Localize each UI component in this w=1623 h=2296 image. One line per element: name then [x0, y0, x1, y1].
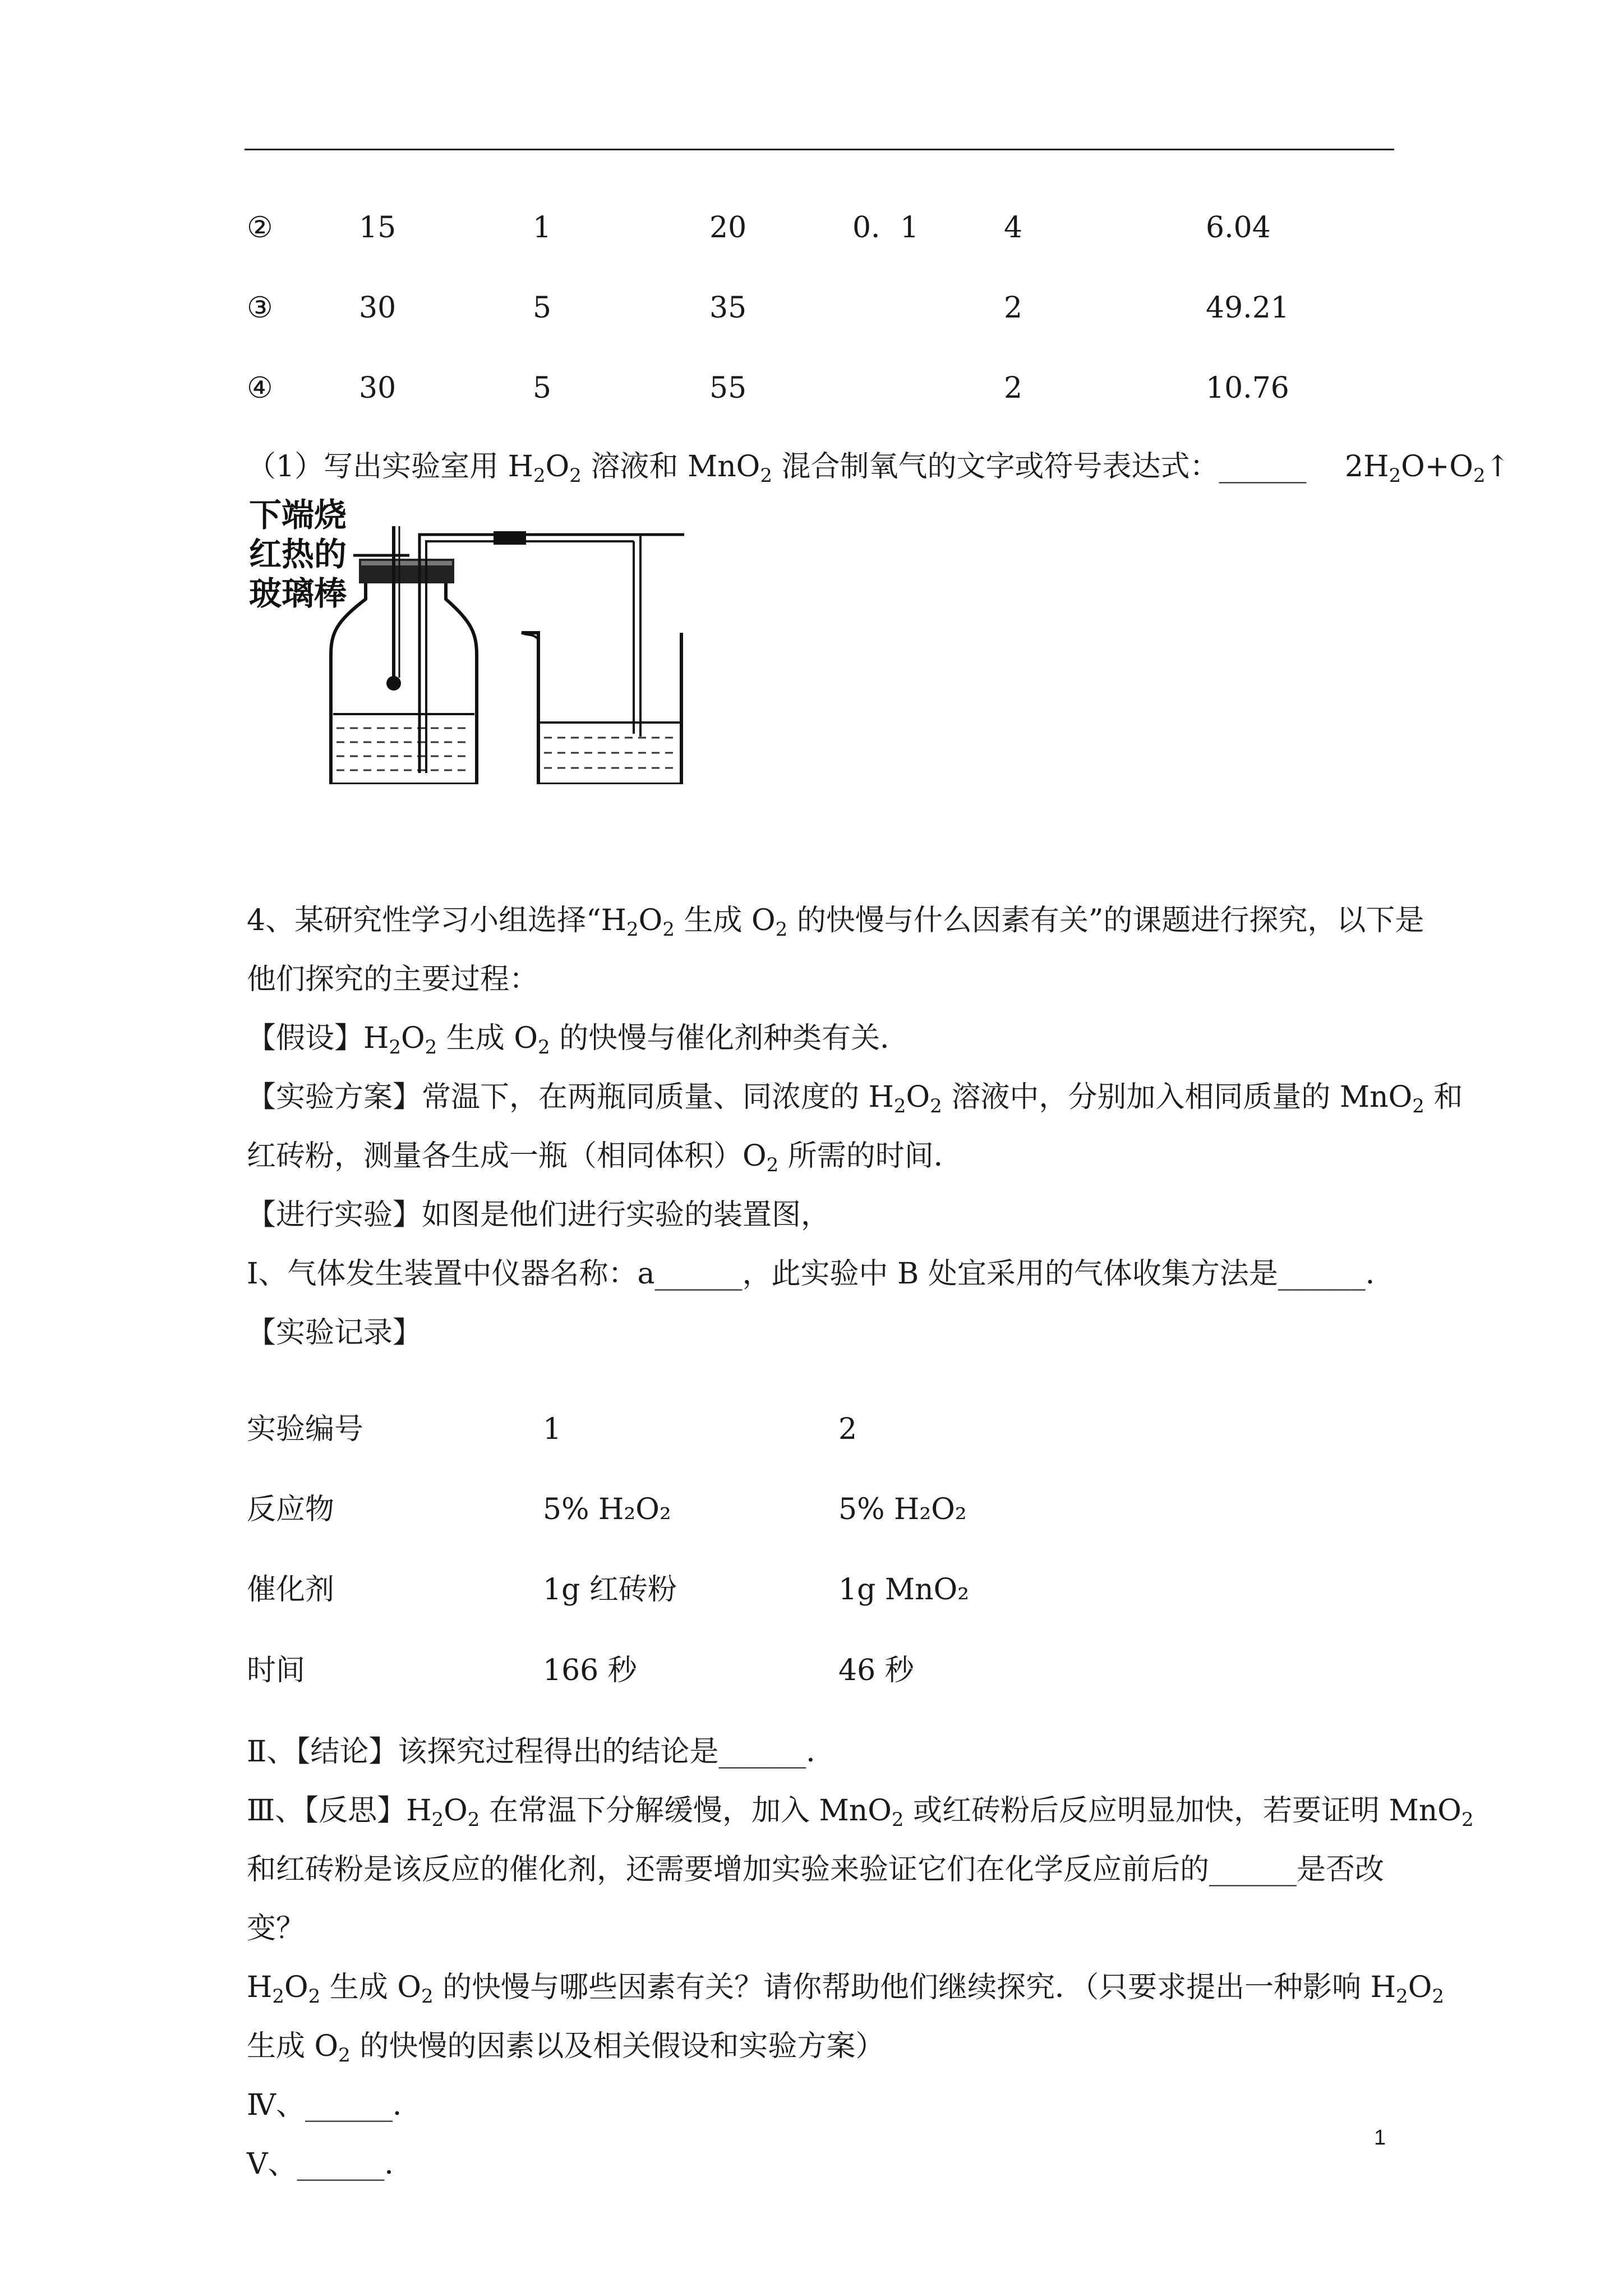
- header-rule: [245, 149, 1394, 150]
- figure-label-line1: 下端烧: [249, 496, 347, 534]
- cell: 5: [533, 371, 552, 405]
- part-5: Ⅴ、______．: [247, 2147, 414, 2181]
- cell: 1: [533, 211, 552, 245]
- cell: 49.21: [1206, 291, 1289, 325]
- figure-label-line3: 玻璃棒: [249, 574, 347, 613]
- cell: 10.76: [1206, 371, 1289, 405]
- page-number: 1: [1374, 2126, 1386, 2150]
- cell: 15: [359, 211, 396, 245]
- apparatus-figure: [247, 493, 684, 784]
- cell: 5% H₂O₂: [543, 1493, 671, 1526]
- collection-bottle: [331, 583, 477, 784]
- row-number: ③: [247, 291, 273, 325]
- part-2-conclusion: Ⅱ、【结论】该探究过程得出的结论是______．: [247, 1735, 836, 1769]
- cell: 30: [359, 371, 396, 405]
- cell: 30: [359, 291, 396, 325]
- q4-record-heading: 【实验记录】: [247, 1316, 422, 1350]
- cell: 35: [709, 291, 747, 325]
- cell: 6.04: [1206, 211, 1271, 245]
- cell: 46 秒: [838, 1654, 914, 1687]
- part-3-line3: 变？: [247, 1912, 306, 1945]
- q4-line2: 他们探究的主要过程：: [247, 963, 539, 996]
- part-4: Ⅳ、______．: [247, 2088, 422, 2122]
- row-number: ④: [247, 371, 273, 405]
- q4-line1: 4、某研究性学习小组选择“$H_2O_2$ 生成 $O_2$ 的快慢与什么因素有关”的课题进行探究，以下是: [247, 904, 1424, 941]
- cell: 1g 红砖粉: [543, 1573, 677, 1607]
- cell: 2: [838, 1412, 857, 1446]
- cell: 5: [533, 291, 552, 325]
- row-label: 反应物: [247, 1493, 335, 1526]
- row-label: 实验编号: [247, 1412, 364, 1446]
- q4-hypothesis: 【假设】$H_2O_2$ 生成 $O_2$ 的快慢与催化剂种类有关．: [247, 1022, 910, 1059]
- q4-part-1: Ⅰ、气体发生装置中仪器名称：a______，此实验中 B 处宜采用的气体收集方法是______．: [247, 1257, 1395, 1291]
- cell: 0．1: [852, 211, 919, 245]
- beaker: [522, 633, 681, 784]
- row-label: 时间: [247, 1654, 306, 1687]
- q4-plan-line1: 【实验方案】常温下，在两瓶同质量、同浓度的 $H_2O_2$ 溶液中，分别加入相同质量的 MnO$_2$ 和: [247, 1080, 1463, 1117]
- tube-clamp: [494, 531, 526, 545]
- cell: 1g MnO₂: [838, 1573, 970, 1607]
- cell: 166 秒: [543, 1654, 637, 1687]
- row-number: ②: [247, 211, 273, 245]
- part-3-line2: 和红砖粉是该反应的催化剂，还需要增加实验来验证它们在化学反应前后的______是否改: [247, 1853, 1385, 1887]
- q4-plan-line2: 红砖粉，测量各生成一瓶（相同体积）$O_2$ 所需的时间．: [247, 1139, 963, 1176]
- figure-label-line2: 红热的: [249, 535, 347, 573]
- cell: 4: [1004, 211, 1023, 245]
- cell: 55: [709, 371, 747, 405]
- question-1: （1）写出实验室用 $H_2O_2$ 溶液和 MnO$_2$ 混合制氧气的文字或符号表达式：______ $2H_2O+O_2↑$: [247, 450, 1510, 487]
- row-label: 催化剂: [247, 1573, 335, 1607]
- cell: 20: [709, 211, 747, 245]
- extension-line1: $H_2O_2$ 生成 $O_2$ 的快慢与哪些因素有关？请你帮助他们继续探究．（只要求提出一种影响 $H_2O_2$: [247, 1971, 1444, 2008]
- cell: 2: [1004, 371, 1023, 405]
- cell: 5% H₂O₂: [838, 1493, 967, 1526]
- extension-line2: 生成 $O_2$ 的快慢的因素以及相关假设和实验方案）: [247, 2030, 885, 2067]
- part-3-reflection: Ⅲ、【反思】$H_2O_2$ 在常温下分解缓慢，加入 MnO$_2$ 或红砖粉后反应明显加快，若要证明 MnO$_2$: [247, 1794, 1474, 1831]
- cell: 2: [1004, 291, 1023, 325]
- cell: 1: [543, 1412, 562, 1446]
- q4-experiment: 【进行实验】如图是他们进行实验的装置图，: [247, 1198, 831, 1232]
